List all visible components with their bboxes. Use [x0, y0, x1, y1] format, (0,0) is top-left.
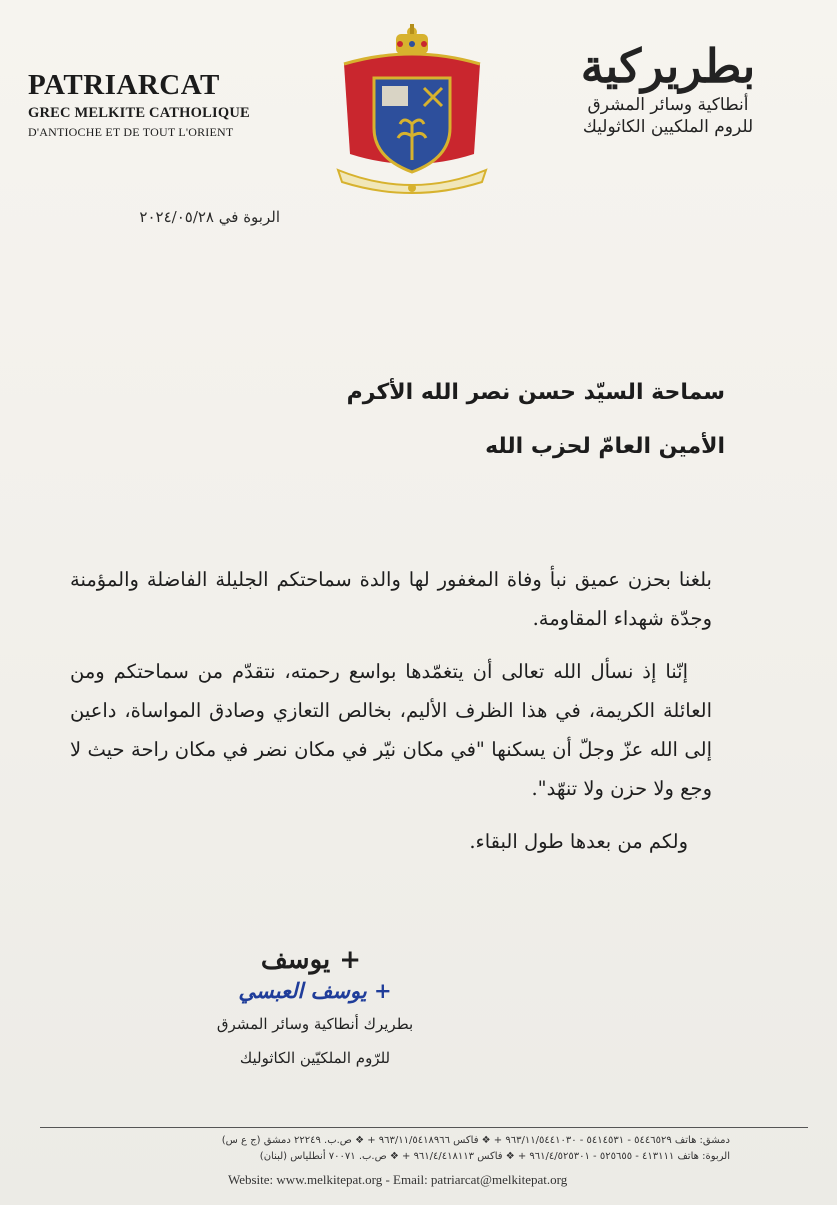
arabic-letterhead-title: بطريركية [580, 39, 756, 93]
letter-date: الربوة في ٢٠٢٤/٠٥/٢٨ [139, 208, 280, 226]
french-letterhead [28, 70, 278, 140]
body-paragraph-1: بلغنا بحزن عميق نبأ وفاة المغفور لها والدة سماحتكم الجليلة الفاضلة والمؤمنة وجدّة شهداء المقاومة. [70, 568, 712, 630]
signature-block [200, 945, 430, 1073]
letterhead-title: PATRIARCAT [28, 69, 220, 101]
recipient-title: الأمين العامّ لحزب الله [485, 434, 725, 459]
footer-damascus-contact: دمشق: هاتف ٥٤٤٦٥٢٩ - ٥٤١٤٥٣١ - ٩٦٣/١١/٥٤٤١٠٣٠ + ❖ فاكس ٩٦٣/١١/٥٤١٨٩٦٦ + ❖ ص.ب. ٢٢٢٤٩ دمشق (ج ع س) [221, 1135, 730, 1146]
footer-divider [40, 1127, 808, 1128]
body-paragraph-2: إنّنا إذ نسأل الله تعالى أن يتغمّدها بواسع رحمته، نتقدّم من سماحتكم ومن العائلة الكريمة، في هذا الظرف الأليم، بخالص التعازي وصادق المواساة، داعين إلى الله عزّ وجلّ أن يسكنها "في مكان نيّر في مكان نضر في مكان راحة حيث لا وجع ولا حزن ولا تنهّد". [70, 660, 712, 800]
signatory-title-1: بطريرك أنطاكية وسائر المشرق [216, 1015, 414, 1033]
patriarchal-coat-of-arms-icon [334, 24, 490, 200]
letterhead-subtitle: GREC MELKITE CATHOLIQUE [28, 105, 250, 121]
recipient-block [205, 376, 725, 464]
arabic-letterhead [568, 38, 768, 178]
signatory-name: + يوسف [260, 945, 362, 975]
recipient-name: سماحة السيّد حسن نصر الله الأكرم [346, 380, 725, 405]
letter-body [70, 560, 712, 875]
arabic-letterhead-line1: أنطاكية وسائر المشرق [587, 95, 749, 115]
signatory-title-2: للرّوم الملكيّين الكاثوليك [239, 1049, 391, 1067]
footer-contacts [80, 1133, 730, 1165]
handwritten-signature: + يوسف العبسي [238, 978, 392, 1003]
closing-line: ولكم من بعدها طول البقاء. [469, 830, 688, 853]
footer-rabweh-contact: الربوة: هاتف ٤١٣١١١ - ٥٢٥٦٥٥ - ٩٦١/٤/٥٢٥٣٠١ + ❖ فاكس ٩٦١/٤/٤١٨١١٣ + ❖ ص.ب. ٧٠٠٧١ أنطلياس (لبنان) [259, 1151, 730, 1162]
arabic-letterhead-line2: للروم الملكيين الكاثوليك [582, 117, 754, 137]
footer-web-email: Website: www.melkitepat.org - Email: patriarcat@melkitepat.org [228, 1172, 568, 1187]
letterhead-region: D'ANTIOCHE ET DE TOUT L'ORIENT [28, 125, 234, 139]
